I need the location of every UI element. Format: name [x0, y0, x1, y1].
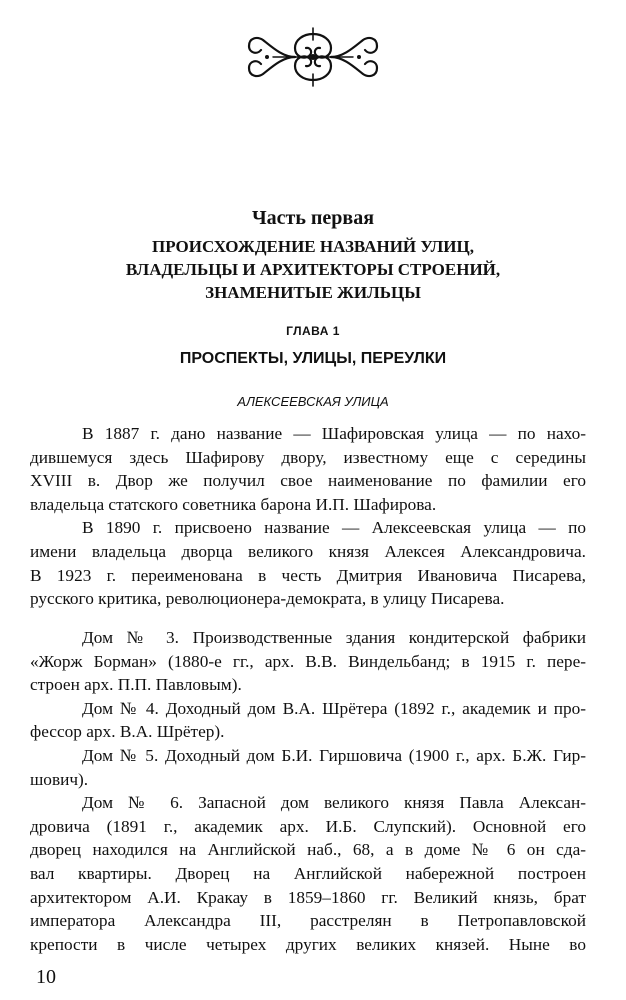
paragraph	[30, 791, 586, 956]
text-line: Дом № 4. Доходный дом В.А. Шрётера (1892 г., академик и про-	[82, 698, 586, 718]
text-line: XVIII в. Двор же получил свое наименование по фамилии его	[30, 471, 586, 491]
text-line: В 1923 г. переименована в честь Дмитрия Ивановича Писарева,	[30, 565, 586, 585]
text-line: владельца статского советника барона И.П. Шафирова.	[30, 494, 437, 514]
text-line: шович).	[30, 769, 89, 789]
text-line: дившемуся здесь Шафирову двору, известному еще с середины	[30, 447, 586, 467]
part-subtitle-line: ПРОИСХОЖДЕНИЕ НАЗВАНИЙ УЛИЦ,	[152, 237, 474, 256]
page-number: 10	[36, 966, 56, 988]
part-subtitle-line: ЗНАМЕНИТЫЕ ЖИЛЬЦЫ	[205, 283, 421, 302]
paragraph	[30, 422, 586, 516]
section-title: АЛЕКСЕЕВСКАЯ УЛИЦА	[237, 394, 389, 409]
text-line: русского критика, революционера-демократа, в улицу Писарева.	[30, 589, 505, 609]
text-line: имени владельца дворца великого князя Алексея Александровича.	[30, 541, 586, 561]
text-line: архитектором А.И. Кракау в 1859–1860 гг. Великий князь, брат	[30, 887, 586, 907]
text-line: императора Александра III, расстрелян в Петропавловской	[30, 911, 586, 931]
text-line: дворец находился на Английской наб., 68, а в доме № 6 он сдa-	[30, 840, 586, 860]
paragraph	[30, 516, 586, 610]
chapter-title: ПРОСПЕКТЫ, УЛИЦЫ, ПЕРЕУЛКИ	[179, 350, 447, 367]
text-line: Дом № 3. Производственные здания кондитерской фабрики	[82, 628, 586, 647]
part-subtitle	[0, 235, 626, 304]
paragraph	[30, 744, 586, 791]
text-line: крепости в числе четырех других великих князей. Ныне во	[30, 934, 586, 954]
text-line: «Жорж Борман» (1880-е гг., арх. В.В. Виндельбанд; в 1915 г. пере-	[30, 651, 586, 671]
text-line: вал квартиры. Дворец на Английской набережной построен	[30, 863, 586, 883]
paragraph	[30, 626, 586, 697]
decorative-flourish-icon	[243, 26, 383, 88]
part-title: Часть первая	[251, 207, 375, 229]
text-line: фессор арх. В.А. Шрётер).	[30, 722, 225, 742]
body-text-street	[30, 422, 586, 611]
paragraph	[30, 697, 586, 744]
body-text-houses	[30, 626, 586, 956]
text-line: Дом № 5. Доходный дом Б.И. Гиршовича (1900 г., арх. Б.Ж. Гир-	[82, 745, 586, 765]
text-line: Дом № 6. Запасной дом великого князя Павла Алексан-	[82, 793, 586, 813]
text-line: дровича (1891 г., академик арх. И.Б. Слупский). Основной его	[30, 816, 586, 836]
part-subtitle-line: ВЛАДЕЛЬЦЫ И АРХИТЕКТОРЫ СТРОЕНИЙ,	[125, 260, 501, 279]
text-line: В 1890 г. присвоено название — Алексеевская улица — по	[82, 518, 586, 538]
text-line: В 1887 г. дано название — Шафировская улица — по нахо-	[82, 424, 586, 443]
chapter-label: ГЛАВА 1	[286, 324, 340, 338]
text-line: строен арх. П.П. Павловым).	[30, 675, 242, 695]
